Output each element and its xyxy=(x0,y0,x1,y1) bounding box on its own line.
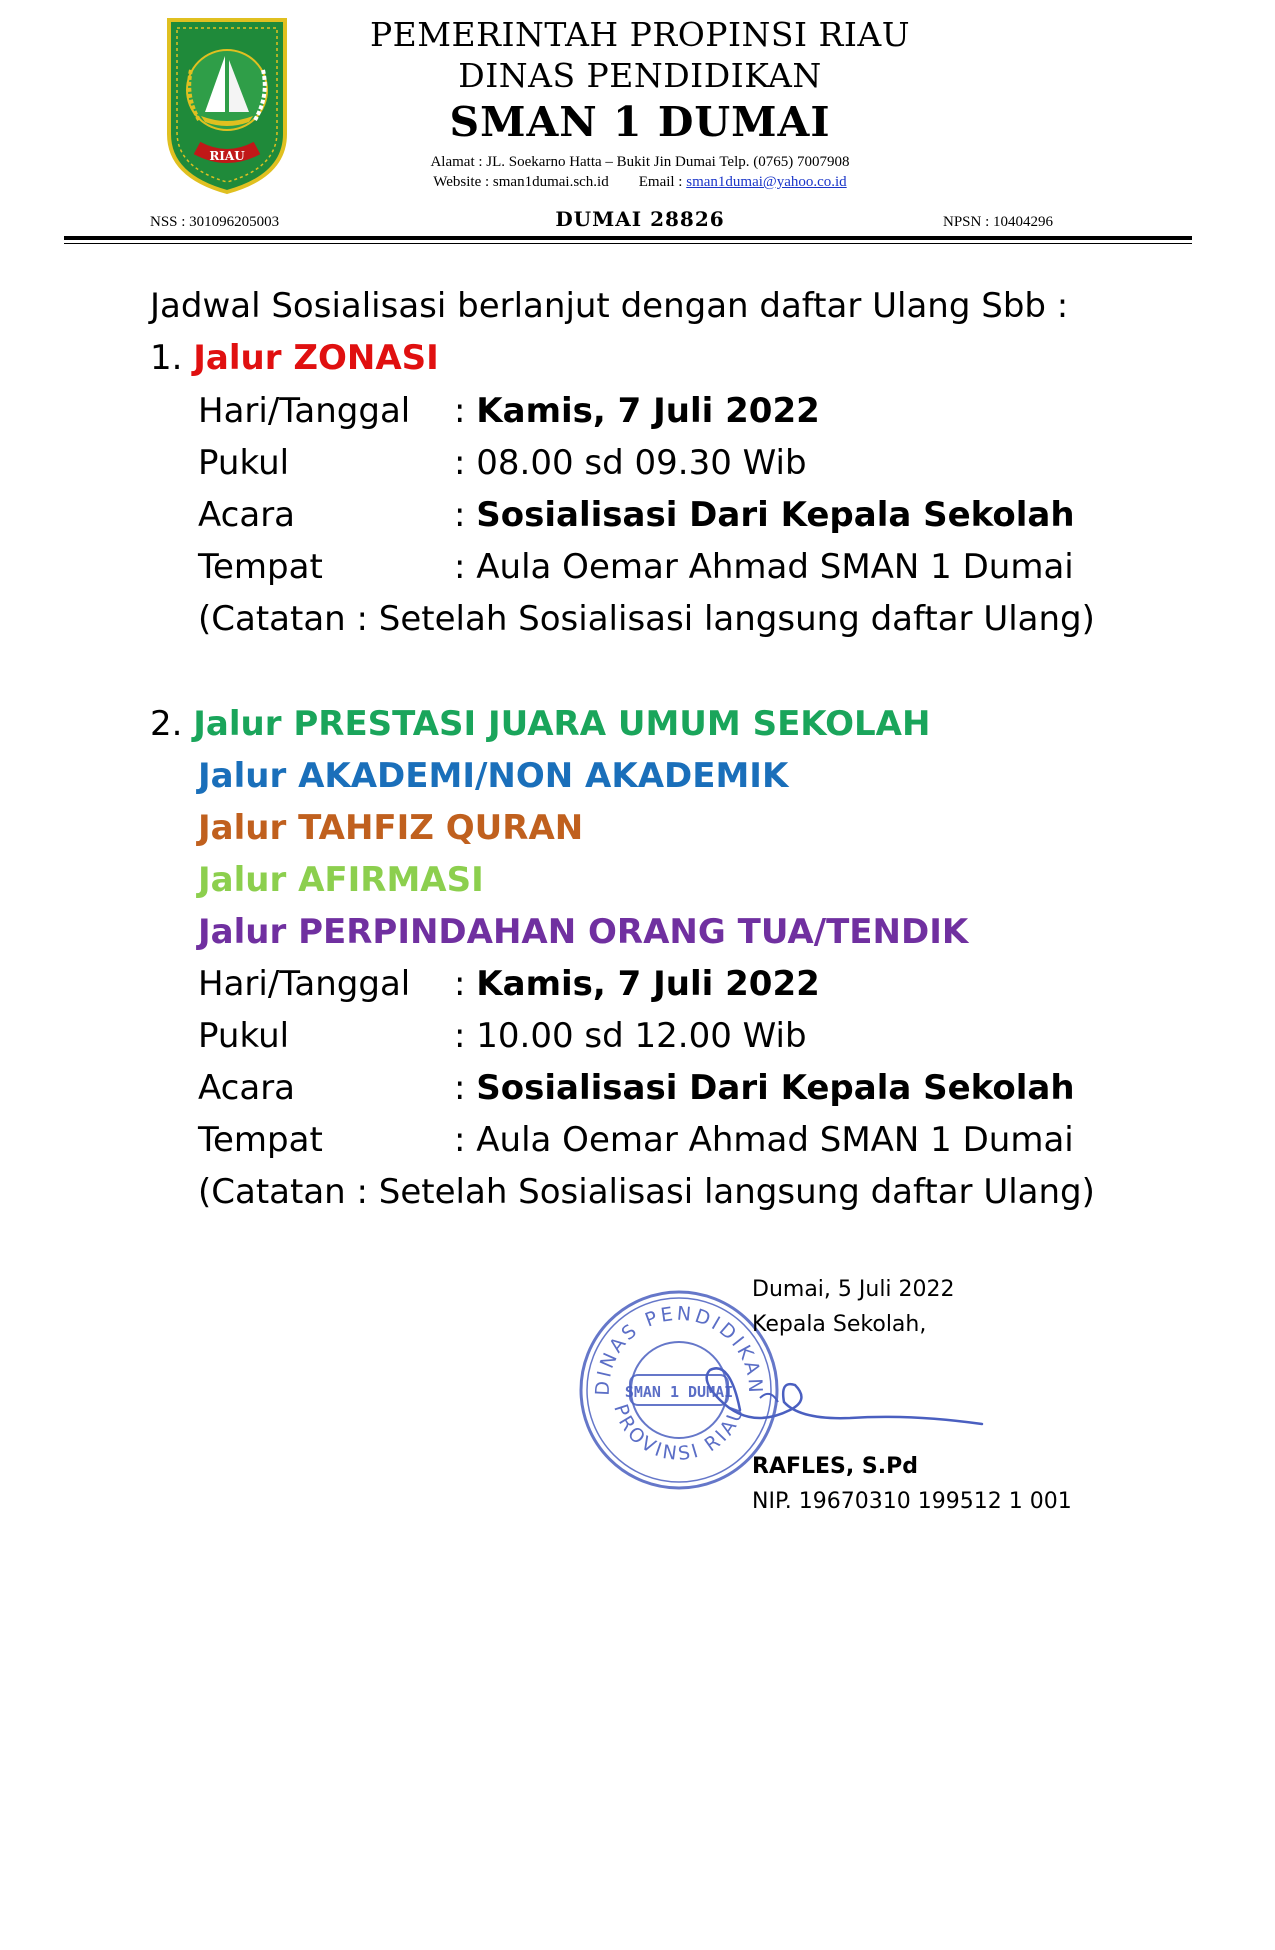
email-label: Email : xyxy=(638,174,683,190)
nss-number: NSS : 301096205003 xyxy=(150,214,280,230)
detail-label: Tempat xyxy=(198,1120,323,1160)
detail-row-date: Hari/Tanggal : Kamis, 7 Juli 2022 xyxy=(198,391,820,431)
school-address: Alamat : JL. Soekarno Hatta – Bukit Jin Dumai Telp. (0765) 7007908 xyxy=(430,154,850,170)
section-1-note: (Catatan : Setelah Sosialisasi langsung daftar Ulang) xyxy=(198,599,1095,639)
detail-row-venue: Tempat : Aula Oemar Ahmad SMAN 1 Dumai xyxy=(198,547,1074,587)
detail-label: Hari/Tanggal xyxy=(198,391,411,431)
website-text: Website : sman1dumai.sch.id xyxy=(433,174,609,190)
svg-text:RIAU: RIAU xyxy=(209,149,245,163)
svg-text:SMAN 1 DUMAI: SMAN 1 DUMAI xyxy=(624,1383,734,1401)
detail-value: Aula Oemar Ahmad SMAN 1 Dumai xyxy=(476,547,1074,587)
track-akademi: Jalur AKADEMI/NON AKADEMIK xyxy=(198,756,789,796)
section-2-heading xyxy=(150,704,930,744)
track-perpindahan: Jalur PERPINDAHAN ORANG TUA/TENDIK xyxy=(198,912,969,952)
track-tahfiz: Jalur TAHFIZ QURAN xyxy=(198,808,584,848)
detail-row-event: Acara : Sosialisasi Dari Kepala Sekolah xyxy=(198,1068,1075,1108)
detail-value: Kamis, 7 Juli 2022 xyxy=(476,391,820,431)
section-number: 1. xyxy=(150,338,183,378)
signature-scribble xyxy=(700,1340,990,1450)
detail-label: Acara xyxy=(198,495,296,535)
detail-row-event: Acara : Sosialisasi Dari Kepala Sekolah xyxy=(198,495,1075,535)
place-date: Dumai, 5 Juli 2022 xyxy=(752,1277,955,1302)
detail-value: Sosialisasi Dari Kepala Sekolah xyxy=(476,1068,1075,1108)
header-rule-thin xyxy=(64,243,1192,244)
signer-name: RAFLES, S.Pd xyxy=(752,1454,918,1479)
city-postcode: DUMAI 28826 xyxy=(555,207,725,231)
detail-value: 10.00 sd 12.00 Wib xyxy=(476,1016,807,1056)
riau-province-logo xyxy=(165,16,289,196)
letterhead-block xyxy=(300,14,980,192)
track-afirmasi: Jalur AFIRMASI xyxy=(198,860,484,900)
svg-text:DINAS PENDIDIKAN: DINAS PENDIDIKAN xyxy=(591,1302,767,1397)
detail-row-venue: Tempat : Aula Oemar Ahmad SMAN 1 Dumai xyxy=(198,1120,1074,1160)
detail-label: Pukul xyxy=(198,1016,290,1056)
detail-label: Tempat xyxy=(198,547,323,587)
detail-row-date: Hari/Tanggal : Kamis, 7 Juli 2022 xyxy=(198,964,820,1004)
detail-value: Kamis, 7 Juli 2022 xyxy=(476,964,820,1004)
detail-value: Aula Oemar Ahmad SMAN 1 Dumai xyxy=(476,1120,1074,1160)
header-rule-thick xyxy=(64,236,1192,240)
svg-text:PROVINSI RIAU: PROVINSI RIAU xyxy=(609,1401,749,1466)
department-line: DINAS PENDIDIKAN xyxy=(458,56,822,95)
school-name: SMAN 1 DUMAI xyxy=(449,98,831,146)
npsn-number: NPSN : 10404296 xyxy=(943,214,1054,230)
signer-nip: NIP. 19670310 199512 1 001 xyxy=(752,1489,1072,1514)
track-prestasi: Jalur PRESTASI JUARA UMUM SEKOLAH xyxy=(193,704,931,744)
signer-position: Kepala Sekolah, xyxy=(752,1312,927,1337)
government-line: PEMERINTAH PROPINSI RIAU xyxy=(369,15,911,54)
detail-label: Pukul xyxy=(198,443,290,483)
section-1-heading xyxy=(150,338,439,378)
section-2-note: (Catatan : Setelah Sosialisasi langsung daftar Ulang) xyxy=(198,1172,1095,1212)
detail-row-time: Pukul : 10.00 sd 12.00 Wib xyxy=(198,1016,807,1056)
section-number: 2. xyxy=(150,704,183,744)
detail-value: Sosialisasi Dari Kepala Sekolah xyxy=(476,495,1075,535)
email-link[interactable]: sman1dumai@yahoo.co.id xyxy=(686,174,847,190)
detail-row-time: Pukul : 08.00 sd 09.30 Wib xyxy=(198,443,807,483)
intro-text: Jadwal Sosialisasi berlanjut dengan daftar Ulang Sbb : xyxy=(150,286,1069,326)
contact-line xyxy=(300,172,980,192)
detail-label: Hari/Tanggal xyxy=(198,964,411,1004)
track-zonasi: Jalur ZONASI xyxy=(193,338,439,378)
detail-label: Acara xyxy=(198,1068,296,1108)
detail-value: 08.00 sd 09.30 Wib xyxy=(476,443,807,483)
